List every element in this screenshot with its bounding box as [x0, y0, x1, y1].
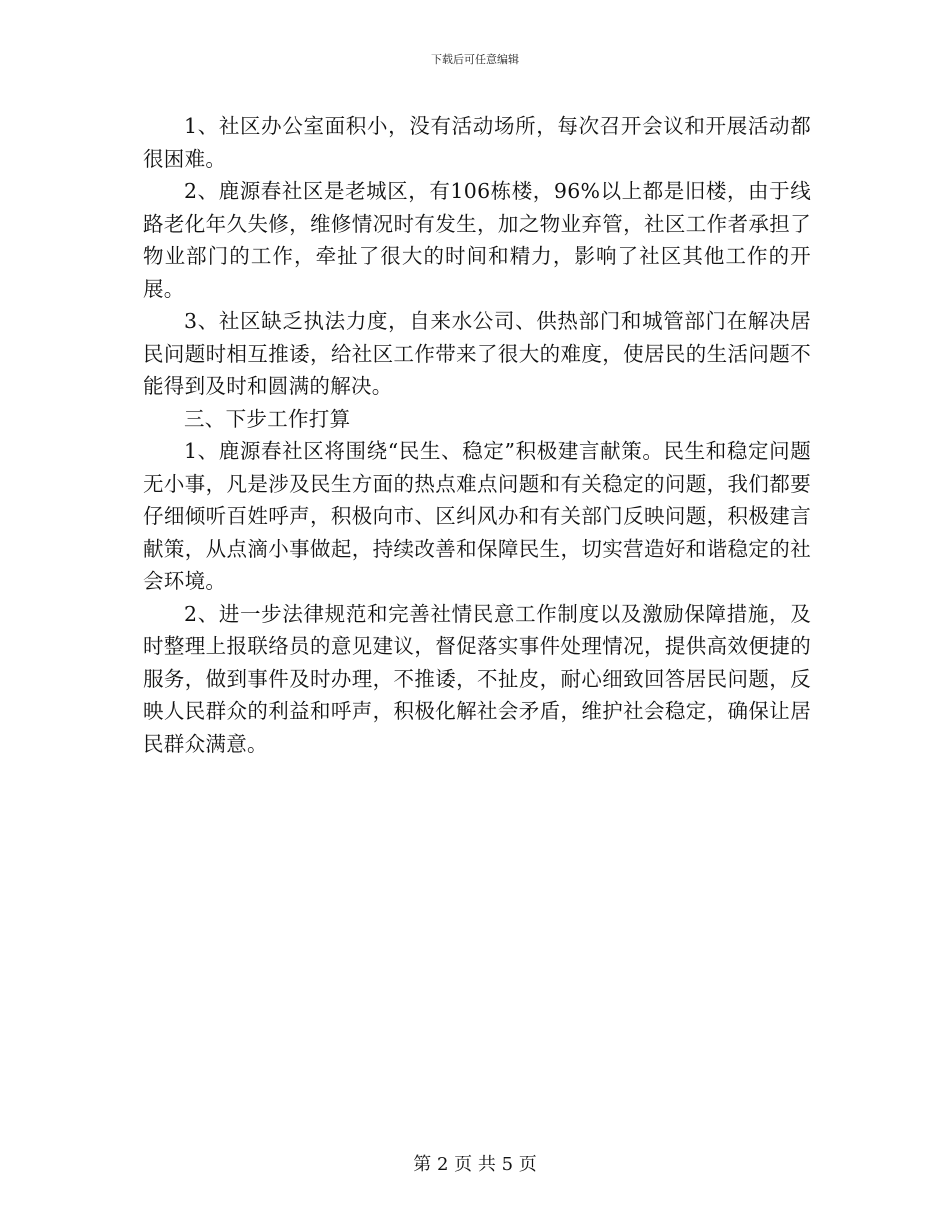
paragraph-problem-2: 2、鹿源春社区是老城区，有106栋楼，96%以上都是旧楼，由于线路老化年久失修，维修情况时有发生，加之物业弃管，社区工作者承担了物业部门的工作，牵扯了很大的时间和精力，影响了社区其他工作的开展。	[143, 179, 811, 301]
page-header: 下载后可任意编辑	[431, 53, 519, 66]
paragraph-plan-1: 1、鹿源春社区将围绕“民生、稳定”积极建言献策。民生和稳定问题无小事，凡是涉及民生方面的热点难点问题和有关稳定的问题，我们都要仔细倾听百姓呼声，积极向市、区纠风办和有关部门反映问题，积极建言献策，从点滴小事做起，持续改善和保障民生，切实营造好和谐稳定的社会环境。	[143, 439, 811, 593]
section-heading-next-steps: 三、下步工作打算	[184, 406, 351, 431]
paragraph-plan-2: 2、进一步法律规范和完善社情民意工作制度以及激励保障措施，及时整理上报联络员的意见建议，督促落实事件处理情况，提供高效便捷的服务，做到事件及时办理，不推诿，不扯皮，耐心细致回答居民问题，反映人民群众的利益和呼声，积极化解社会矛盾，维护社会稳定，确保让居民群众满意。	[143, 601, 811, 756]
paragraph-problem-1: 1、社区办公室面积小，没有活动场所，每次召开会议和开展活动都很困难。	[143, 114, 811, 171]
document-body	[143, 110, 811, 760]
page-number-footer: 第 2 页 共 5 页	[413, 1154, 537, 1175]
paragraph-problem-3: 3、社区缺乏执法力度，自来水公司、供热部门和城管部门在解决居民问题时相互推诿，给社区工作带来了很大的难度，使居民的生活问题不能得到及时和圆满的解决。	[143, 309, 811, 398]
